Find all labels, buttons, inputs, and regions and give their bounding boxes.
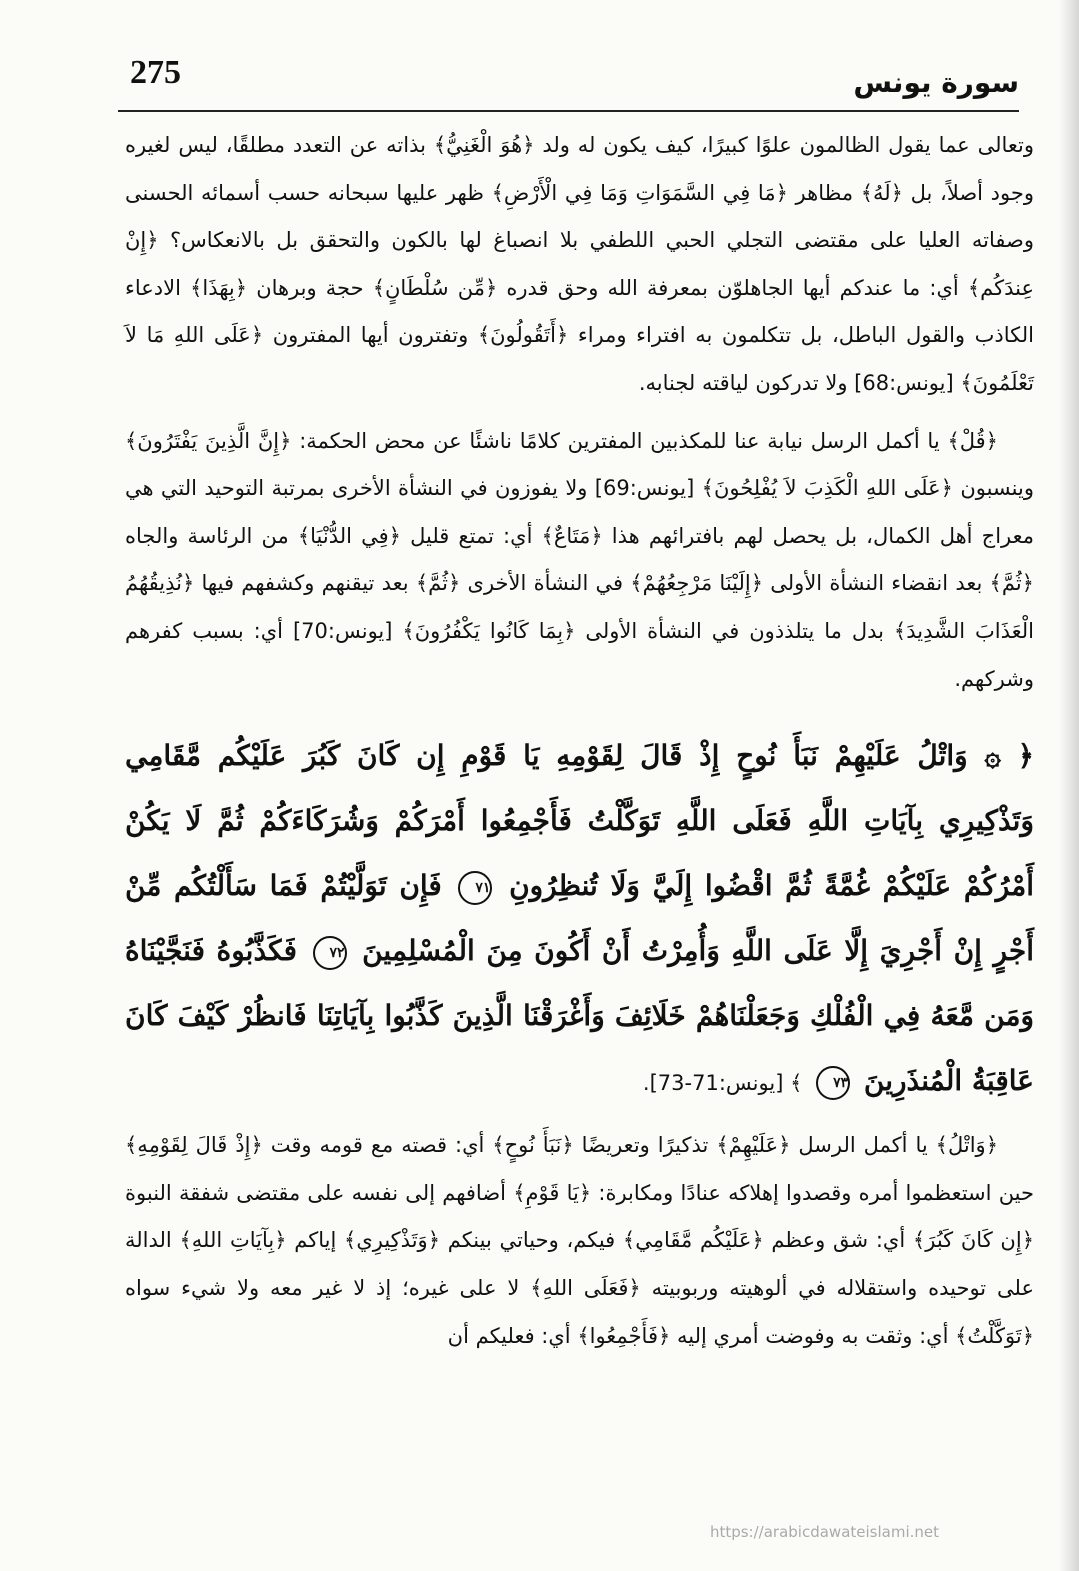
quran-verse-block <box>125 723 1034 1116</box>
page-number: 275 <box>130 54 181 91</box>
verse-text-73: فَكَذَّبُوهُ فَنَجَّيْنَاهُ وَمَن مَّعَهُ فِي الْفُلْكِ وَجَعَلْنَاهُمْ خَلَائِفَ وَأَغْرَقْنَا الَّذِينَ كَذَّبُوا بِآيَاتِنَا فَانظُرْ كَيْفَ كَانَ عَاقِبَةُ الْمُنذَرِينَ <box>125 934 1034 1098</box>
verse-text-71: ﴿ ۞ وَاتْلُ عَلَيْهِمْ نَبَأَ نُوحٍ إِذْ قَالَ لِقَوْمِهِ يَا قَوْمِ إِن كَانَ كَبُرَ عَلَيْكُم مَّقَامِي وَتَذْكِيرِي بِآيَاتِ اللَّهِ فَعَلَى اللَّهِ تَوَكَّلْتُ فَأَجْمِعُوا أَمْرَكُمْ وَشُرَكَاءَكُمْ ثُمَّ لَا يَكُنْ أَمْرُكُمْ عَلَيْكُمْ غُمَّةً ثُمَّ اقْضُوا إِلَيَّ وَلَا تُنظِرُونِ <box>125 739 1035 903</box>
verse-text-72: فَإِن تَوَلَّيْتُمْ فَمَا سَأَلْتُكُم مِّنْ أَجْرٍ إِنْ أَجْرِيَ إِلَّا عَلَى اللَّهِ وَأُمِرْتُ أَنْ أَكُونَ مِنَ الْمُسْلِمِينَ <box>125 869 1035 968</box>
commentary-paragraph-2: ﴿قُلْ﴾ يا أكمل الرسل نيابة عنا للمكذبين المفترين كلامًا ناشئًا عن محض الحكمة: ﴿إِنَّ الَّذِينَ يَفْتَرُونَ﴾ وينسبون ﴿عَلَى اللهِ الْكَذِبَ لاَ يُفْلِحُونَ﴾ [يونس:69] ولا يفوزون في النشأة الأخرى بمرتبة التوحيد التي هي معراج أهل الكمال، بل يحصل لهم بافترائهم هذا ﴿مَتَاعٌ﴾ أي: تمتع قليل ﴿فِي الدُّنْيَا﴾ من الرئاسة والجاه ﴿ثُمَّ﴾ بعد انقضاء النشأة الأولى ﴿إِلَيْنَا مَرْجِعُهُمْ﴾ في النشأة الأخرى ﴿ثُمَّ﴾ بعد تيقنهم وكشفهم فيها ﴿نُذِيقُهُمُ الْعَذَابَ الشَّدِيدَ﴾ بدل ما يتلذذون في النشأة الأولى ﴿بِمَا كَانُوا يَكْفُرُونَ﴾ [يونس:70] أي: بسبب كفرهم وشركهم. <box>125 428 1034 691</box>
commentary-paragraph-3: ﴿وَاتْلُ﴾ يا أكمل الرسل ﴿عَلَيْهِمْ﴾ تذكيرًا وتعريضًا ﴿نَبَأَ نُوحٍ﴾ أي: قصته مع قومه وقت ﴿إِذْ قَالَ لِقَوْمِهِ﴾ حين استعظموا أمره وقصدوا إهلاكه عنادًا ومكابرة: ﴿يَا قَوْمِ﴾ أضافهم إلى نفسه على مقتضى شفقة النبوة ﴿إِن كَانَ كَبُرَ﴾ أي: شق وعظم ﴿عَلَيْكُم مَّقَامِي﴾ فيكم، وحياتي بينكم ﴿وَتَذْكِيرِي﴾ إياكم ﴿بِآيَاتِ اللهِ﴾ الدالة على توحيده واستقلاله في ألوهيته وربوبيته ﴿فَعَلَى اللهِ﴾ لا على غيره؛ إذ لا غير معه ولا شيء سواه ﴿تَوَكَّلْتُ﴾ أي: وثقت به وفوضت أمري إليه ﴿فَأَجْمِعُوا﴾ أي: فعليكم أن <box>125 1133 1034 1348</box>
page-header <box>118 50 1019 112</box>
page-edge-shadow <box>1059 0 1079 1571</box>
ayah-number-71: ٧١ <box>458 871 492 905</box>
ayah-number-73: ٧٣ <box>816 1066 850 1100</box>
watermark-url: https://arabicdawateislami.net <box>709 1523 939 1541</box>
verse-reference: ﴾ [يونس:71-73]. <box>642 1071 803 1096</box>
page-body <box>125 122 1034 1360</box>
commentary-paragraph-1: وتعالى عما يقول الظالمون علوًا كبيرًا، كيف يكون له ولد ﴿هُوَ الْغَنِيُّ﴾ بذاته عن التعدد مطلقًا، ليس لغيره وجود أصلاً، بل ﴿لَهُ﴾ مظاهر ﴿مَا فِي السَّمَوَاتِ وَمَا فِي الْأَرْضِ﴾ ظهر عليها سبحانه حسب أسمائه الحسنى وصفاته العليا على مقتضى التجلي الحبي اللطفي بلا انصباغ لها بالكون والتحقق بل بالانعكاس؟ ﴿إِنْ عِندَكُم﴾ أي: ما عندكم أيها الجاهلوّن بمعرفة الله وحق قدره ﴿مِّن سُلْطَانٍ﴾ حجة وبرهان ﴿بِهَذَا﴾ الادعاء الكاذب والقول الباطل، بل تتكلمون به افتراء ومراء ﴿أَتَقُولُونَ﴾ وتفترون أيها المفترون ﴿عَلَى اللهِ مَا لاَ تَعْلَمُونَ﴾ [يونس:68] ولا تدركون لياقته لجنابه. <box>125 133 1034 395</box>
ayah-number-72: ٧٢ <box>313 936 347 970</box>
surah-title: سورة يونس <box>853 66 1019 99</box>
